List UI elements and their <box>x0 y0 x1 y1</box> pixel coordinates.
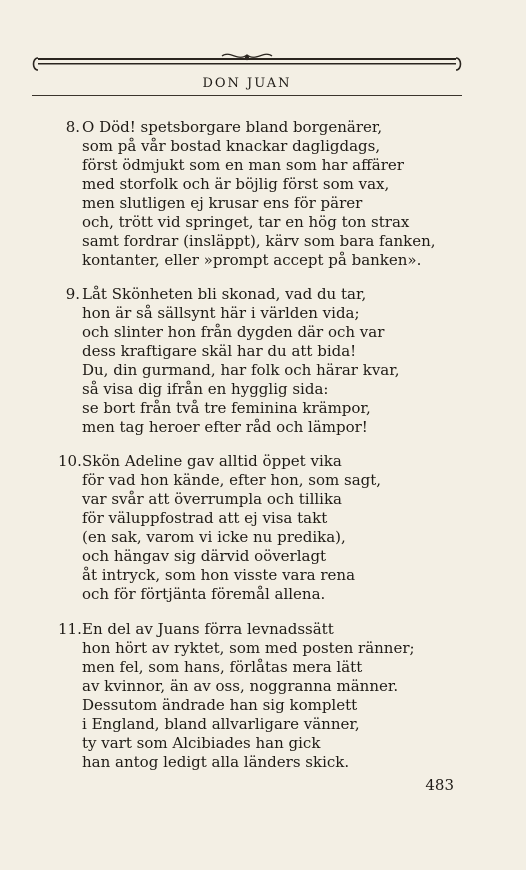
stanza-number: 8. <box>65 118 80 136</box>
stanza-number: 9. <box>65 285 80 303</box>
header-ornament <box>32 52 462 78</box>
verse-line: som på vår bostad knackar dagligdags, <box>82 137 381 155</box>
verse-line: och hängav sig därvid oöverlagt <box>82 547 327 565</box>
verse-line: var svår att överrumpla och tillika <box>82 490 343 508</box>
verse-line: hon är så sällsynt här i världen vida; <box>82 304 360 322</box>
verse-line: (en sak, varom vi icke nu predika), <box>82 528 346 546</box>
verse-line: så visa dig ifrån en hygglig sida: <box>82 380 329 398</box>
verse-line: Dessutom ändrade han sig komplett <box>82 696 358 714</box>
verse-line: i England, bland allvarligare vänner, <box>82 715 360 733</box>
verse-line: först ödmjukt som en man som har affärer <box>82 156 404 174</box>
page-number: 483 <box>425 776 454 794</box>
verse-line: och, trött vid springet, tar en hög ton strax <box>82 213 410 231</box>
verse-line: hon hört av ryktet, som med posten ränner; <box>82 639 415 657</box>
running-head: DON JUAN <box>202 76 292 91</box>
verse-line: för vad hon kände, efter hon, som sagt, <box>82 471 382 489</box>
verse-line: Låt Skönheten bli skonad, vad du tar, <box>82 285 367 303</box>
verse-line: kontanter, eller »prompt accept på banken». <box>82 251 422 269</box>
verse-line: men fel, som hans, förlåtas mera lätt <box>82 658 363 676</box>
verse-line: med storfolk och är böjlig först som vax, <box>82 175 390 193</box>
stanza-number: 10. <box>58 452 82 470</box>
verse-line: han antog ledigt alla länders skick. <box>82 753 350 771</box>
verse-line: åt intryck, som hon visste vara rena <box>82 566 356 584</box>
verse-line: se bort från två tre feminina krämpor, <box>82 399 371 417</box>
header-rule <box>32 95 462 96</box>
verse-line: ty vart som Alcibiades han gick <box>82 734 321 752</box>
verse-line: samt fordrar (insläppt), kärv som bara fanken, <box>82 232 436 250</box>
verse-line: O Död! spetsborgare bland borgenärer, <box>82 118 383 136</box>
verse-line: och slinter hon från dygden där och var <box>82 323 385 341</box>
verse-line: av kvinnor, än av oss, noggranna männer. <box>82 677 399 695</box>
verse-line: dess kraftigare skäl har du att bida! <box>82 342 357 360</box>
verse-line: Du, din gurmand, har folk och härar kvar, <box>82 361 400 379</box>
verse-line: men slutligen ej krusar ens för pärer <box>82 194 363 212</box>
verse-line: men tag heroer efter råd och lämpor! <box>82 418 368 436</box>
stanza-number: 11. <box>58 620 82 638</box>
verse-line: för väluppfostrad att ej visa takt <box>82 509 328 527</box>
verse-line: och för förtjänta föremål allena. <box>82 585 326 603</box>
verse-line: En del av Juans förra levnadssätt <box>82 620 334 638</box>
verse-line: Skön Adeline gav alltid öppet vika <box>82 452 342 470</box>
